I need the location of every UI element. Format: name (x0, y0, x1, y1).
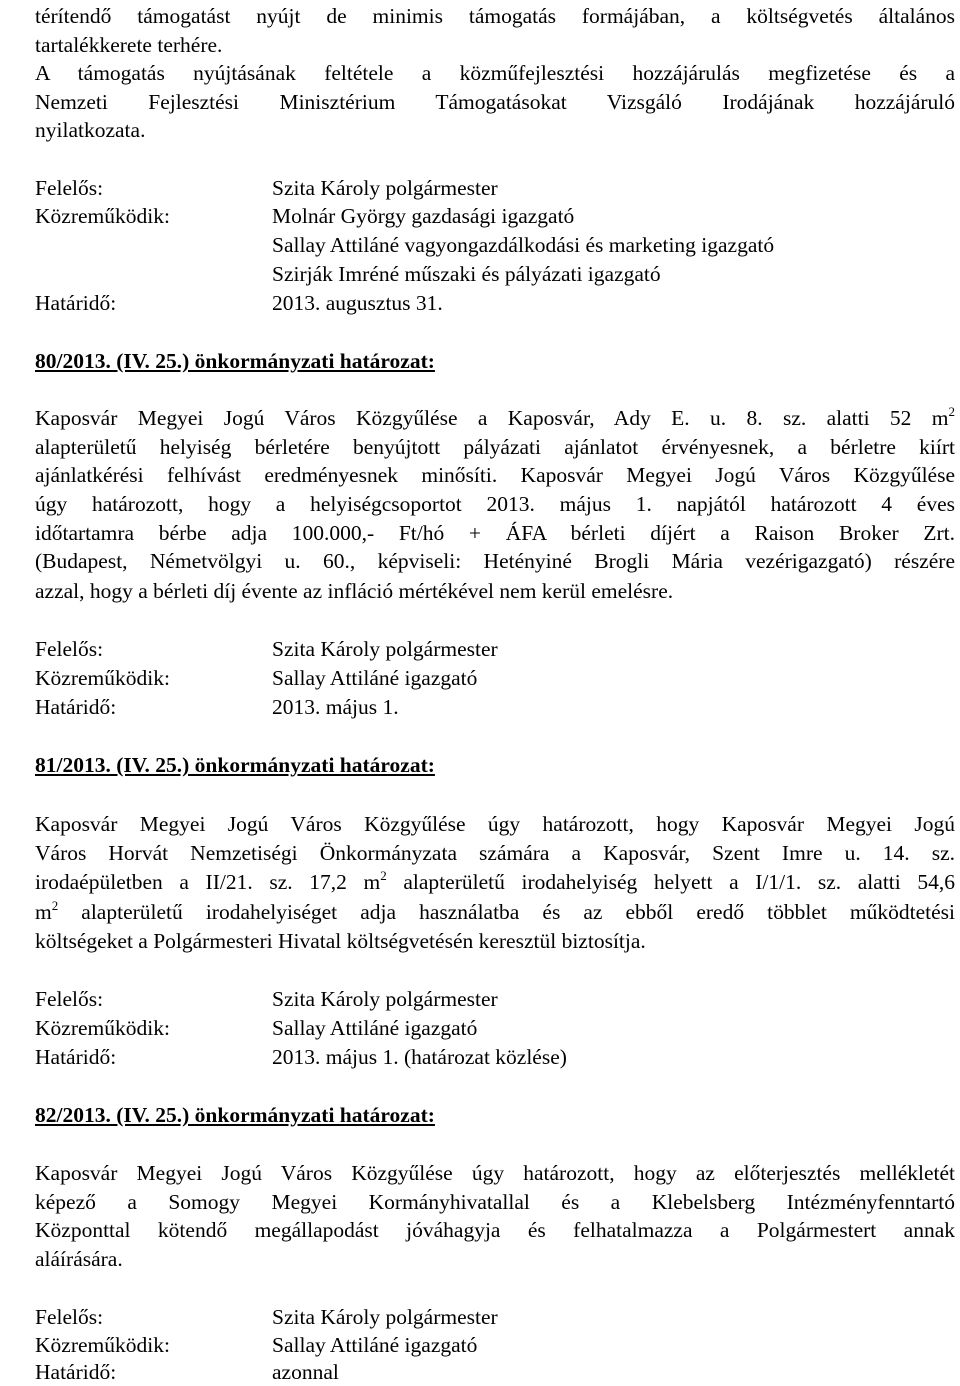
responsible-label: Felelős: (35, 1305, 104, 1329)
cooperating-value-2: Sallay Attiláné vagyongazdálkodási és marketing igazgató (272, 233, 775, 257)
deadline-label: Határidő: (35, 1045, 117, 1069)
deadline-value: 2013. augusztus 31. (272, 291, 443, 315)
superscript: 2 (51, 898, 59, 913)
cooperating-value: Sallay Attiláné igazgató (272, 1016, 478, 1040)
cooperating-value-1: Molnár György gazdasági igazgató (272, 204, 575, 228)
resolution-82-line-3: Központtal kötendő megállapodást jóváhagyja és felhatalmazza a Polgármestert annak (35, 1218, 955, 1242)
cooperating-value: Sallay Attiláné igazgató (272, 666, 478, 690)
cooperating-value: Sallay Attiláné igazgató (272, 1333, 478, 1357)
resolution-81-line-5: költségeket a Polgármesteri Hivatal költségvetésén keresztül biztosítja. (35, 929, 646, 953)
superscript: 2 (948, 404, 955, 419)
resolution-80-line-7: azzal, hogy a bérleti díj évente az infláció mértékével nem kerül emelésre. (35, 579, 674, 603)
deadline-value: azonnal (272, 1360, 339, 1384)
resolution-81-line-3: irodaépületben a II/21. sz. 17,2 $m^2$ alapterületű irodahelyiség helyett a I/1/1. sz. alatti 54,6 (35, 868, 955, 894)
responsible-label: Felelős: (35, 987, 104, 1011)
resolution-82-heading: 82/2013. (IV. 25.) önkormányzati határozat: (35, 1103, 435, 1127)
resolution-80-line-2: alapterületű helyiség bérletére benyújtott pályázati ajánlatot érvényesnek, a bérletre kiírt (35, 435, 955, 459)
superscript: 2 (380, 868, 387, 883)
responsible-label: Felelős: (35, 176, 104, 200)
intro-line-1: térítendő támogatást nyújt de minimis támogatás formájában, a költségvetés általános (35, 4, 955, 28)
intro-line-3: A támogatás nyújtásának feltétele a közműfejlesztési hozzájárulás megfizetése és a (35, 61, 955, 85)
responsible-value: Szita Károly polgármester (272, 1305, 498, 1329)
resolution-80-heading: 80/2013. (IV. 25.) önkormányzati határozat: (35, 349, 435, 373)
deadline-value: 2013. május 1. (272, 695, 399, 719)
deadline-label: Határidő: (35, 291, 117, 315)
resolution-81-line-2: Város Horvát Nemzetiségi Önkormányzata számára a Kaposvár, Szent Imre u. 14. sz. (35, 841, 955, 865)
deadline-label: Határidő: (35, 695, 117, 719)
resolution-81-line-4: $m^2$ alapterületű irodahelyiséget adja használatba és az ebből eredő többlet működtetési (35, 898, 955, 924)
resolution-80-line-1: Kaposvár Megyei Jogú Város Közgyűlése a Kaposvár, Ady E. u. 8. sz. alatti 52 $m^2$ (35, 404, 955, 430)
responsible-label: Felelős: (35, 637, 104, 661)
resolution-80-line-3: ajánlatkérési felhívást eredményesnek minősíti. Kaposvár Megyei Jogú Város Közgyűlése (35, 463, 955, 487)
responsible-value: Szita Károly polgármester (272, 987, 498, 1011)
intro-line-2: tartalékkerete terhére. (35, 33, 223, 57)
resolution-81-line-1: Kaposvár Megyei Jogú Város Közgyűlése úgy határozott, hogy Kaposvár Megyei Jogú (35, 812, 955, 836)
resolution-82-line-4: aláírására. (35, 1247, 123, 1271)
resolution-82-line-2: képező a Somogy Megyei Kormányhivatallal és a Klebelsberg Intézményfenntartó (35, 1190, 955, 1214)
responsible-value: Szita Károly polgármester (272, 637, 498, 661)
deadline-label: Határidő: (35, 1360, 117, 1384)
deadline-value: 2013. május 1. (határozat közlése) (272, 1045, 567, 1069)
cooperating-label: Közreműködik: (35, 1016, 170, 1040)
resolution-80-line-6: (Budapest, Németvölgyi u. 60., képviseli: Hetényiné Brogli Mária vezérigazgató) részére (35, 549, 955, 573)
cooperating-value-3: Szirják Imréné műszaki és pályázati igazgató (272, 262, 661, 286)
intro-line-4: Nemzeti Fejlesztési Minisztérium Támogatásokat Vizsgáló Irodájának hozzájáruló (35, 90, 955, 114)
cooperating-label: Közreműködik: (35, 204, 170, 228)
responsible-value: Szita Károly polgármester (272, 176, 498, 200)
cooperating-label: Közreműködik: (35, 666, 170, 690)
resolution-80-line-4: úgy határozott, hogy a helyiségcsoportot 2013. május 1. napjától határozott 4 éves (35, 492, 955, 516)
resolution-80-line-5: időtartamra bérbe adja 100.000,- Ft/hó + ÁFA bérleti díjért a Raison Broker Zrt. (35, 521, 955, 545)
cooperating-label: Közreműködik: (35, 1333, 170, 1357)
intro-line-5: nyilatkozata. (35, 118, 146, 142)
resolution-82-line-1: Kaposvár Megyei Jogú Város Közgyűlése úgy határozott, hogy az előterjesztés mellékletét (35, 1161, 955, 1185)
resolution-81-heading: 81/2013. (IV. 25.) önkormányzati határozat: (35, 753, 435, 777)
